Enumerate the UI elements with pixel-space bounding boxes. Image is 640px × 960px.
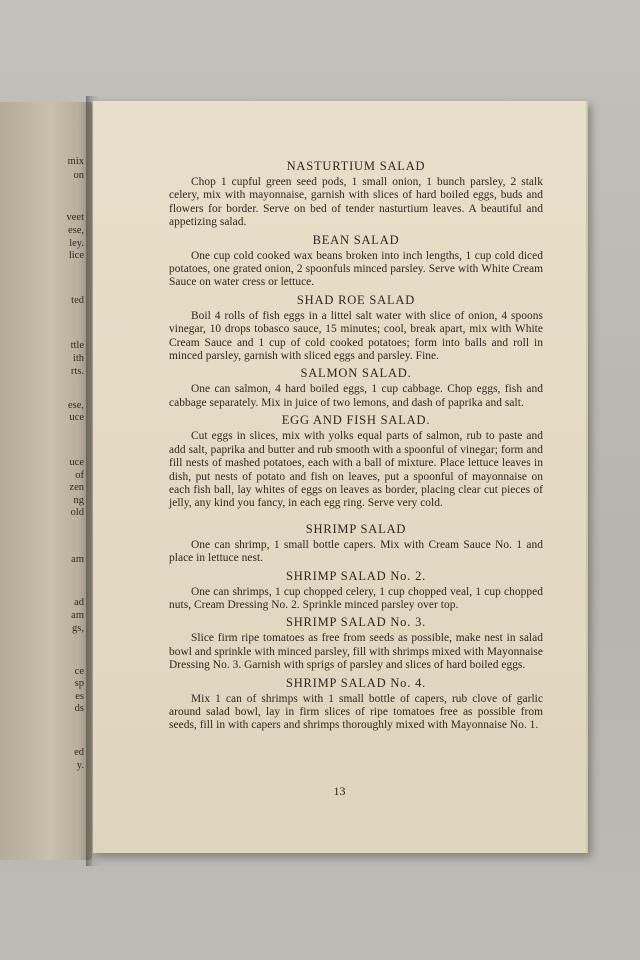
left-page-fragment: gs,	[72, 623, 84, 634]
recipe-text: Chop 1 cupful green seed pods, 1 small onion, 1 bunch parsley, 2 stalk celery, mix with mayonnaise, garnish with slices of hard boiled eggs, buds and flowers for border. Serve on bed of tender nasturtium leaves. A beautiful and appetizing salad.	[169, 176, 543, 229]
left-page-fragment: ese,	[67, 400, 84, 411]
left-page-fragment: ese,	[67, 225, 84, 236]
recipe-text: Boil 4 rolls of fish eggs in a littel salt water with slice of onion, 4 spoons vinegar, 10 drops tobasco sauce, 15 minutes; cool, break apart, mix with White Cream Sauce and 1 cup of cold cooked potatoes; form into balls and roll in minced parsley, garnish with sliced eggs and parsley. Fine.	[169, 309, 543, 363]
left-page-fragment: mix	[67, 156, 84, 167]
recipe-title: SHRIMP SALAD	[305, 521, 407, 536]
recipe-title: SHRIMP SALAD No. 3.	[285, 615, 427, 630]
left-page-fragment: ds	[74, 703, 84, 714]
recipe-text: Mix 1 can of shrimps with 1 small bottle of capers, rub clove of garlic around salad bowl, lay in firm slices of ripe tomatoes free as possible from seeds, fill in with capers and shrimps thoroughly mixed with Mayonnaise No. 1.	[169, 692, 543, 732]
recipe-shad-roe-salad	[169, 293, 543, 364]
left-page-fragment: uce	[69, 457, 84, 468]
recipe-title: SHRIMP SALAD No. 4.	[285, 675, 427, 690]
recipe-title: NASTURTIUM SALAD	[286, 159, 426, 173]
left-page-fragment: of	[75, 470, 84, 481]
recipe-shrimp-salad	[169, 522, 543, 566]
left-page-fragment: ad	[74, 597, 84, 608]
left-page-fragment: zen	[69, 482, 84, 493]
recipe-title: BEAN SALAD	[312, 232, 400, 247]
recipe-text: One can shrimps, 1 cup chopped celery, 1 cup chopped veal, 1 cup chopped nuts, Cream Dressing No. 2. Sprinkle minced parsley over top.	[169, 585, 543, 611]
left-page-fragment: old	[70, 507, 84, 518]
recipe-egg-and-fish-salad	[169, 413, 543, 510]
right-page	[93, 101, 588, 853]
left-page-fragment: y.	[76, 760, 84, 771]
recipe-bean-salad	[169, 233, 543, 290]
left-page-fragment: ce	[74, 666, 84, 677]
left-page-fragment: ley.	[69, 238, 84, 249]
recipe-shrimp-salad-2	[169, 569, 543, 613]
left-page-fragment: am	[71, 610, 84, 621]
left-page-fragment: ted	[71, 295, 84, 306]
left-page-fragment: am	[71, 554, 84, 565]
recipe-title: SALMON SALAD.	[300, 366, 412, 381]
recipe-title: SHRIMP SALAD No. 2.	[285, 568, 427, 583]
left-page	[0, 102, 92, 860]
left-page-fragment: rts.	[70, 366, 84, 377]
left-page-fragment: es	[75, 691, 84, 702]
recipe-shrimp-salad-3	[169, 615, 543, 672]
left-page-fragment: sp	[74, 678, 84, 689]
left-page-fragment: lice	[68, 250, 84, 261]
left-page-fragment: ed	[74, 747, 84, 758]
left-page-fragment: ttle	[70, 340, 84, 351]
recipe-text: One cup cold cooked wax beans broken into inch lengths, 1 cup cold diced potatoes, one grated onion, 2 spoonfuls minced parsley. Serve with White Cream Sauce on water cress or lettuce.	[169, 249, 543, 289]
page-number: 13	[333, 784, 346, 798]
left-page-fragment: on	[73, 170, 84, 181]
recipe-salmon-salad	[169, 366, 543, 410]
recipe-title: EGG AND FISH SALAD.	[281, 413, 431, 428]
recipe-text: One can salmon, 4 hard boiled eggs, 1 cup cabbage. Chop eggs, fish and cabbage separately. Mix in juice of two lemons, and dash of paprika and salt.	[169, 383, 543, 409]
recipe-nasturtium-salad	[169, 159, 543, 230]
left-page-fragment: ith	[72, 353, 84, 364]
recipe-title: SHAD ROE SALAD	[296, 292, 416, 307]
left-page-fragment: ng	[73, 495, 84, 506]
recipe-shrimp-salad-4	[169, 676, 543, 733]
recipe-text: Slice firm ripe tomatoes as free from seeds as possible, make nest in salad bowl and sprinkle with minced parsley, fill with shrimps mixed with Mayonnaise Dressing No. 3. Garnish with sprigs of parsley and slices of hard boiled eggs.	[169, 632, 543, 672]
left-page-fragment: veet	[66, 212, 84, 223]
recipe-text: One can shrimp, 1 small bottle capers. Mix with Cream Sauce No. 1 and place in lettuce nest.	[169, 538, 543, 565]
left-page-fragment: uce	[69, 412, 84, 423]
page-content	[169, 159, 543, 736]
recipe-text: Cut eggs in slices, mix with yolks equal parts of salmon, rub to paste and add salt, paprika and butter and rub smooth with a spoonful of vinegar; form and fill nests of mashed potatoes, each with a ball of mixture. Place lettuce leaves in dish, put nests of potato and fish on leaves, put a spoonful of mayonnaise on each fish ball, lay whites of eggs on leaves as border, placing clear cut pieces of jelly, any kind you fancy, in each egg ring. Serve very cold.	[169, 430, 543, 510]
